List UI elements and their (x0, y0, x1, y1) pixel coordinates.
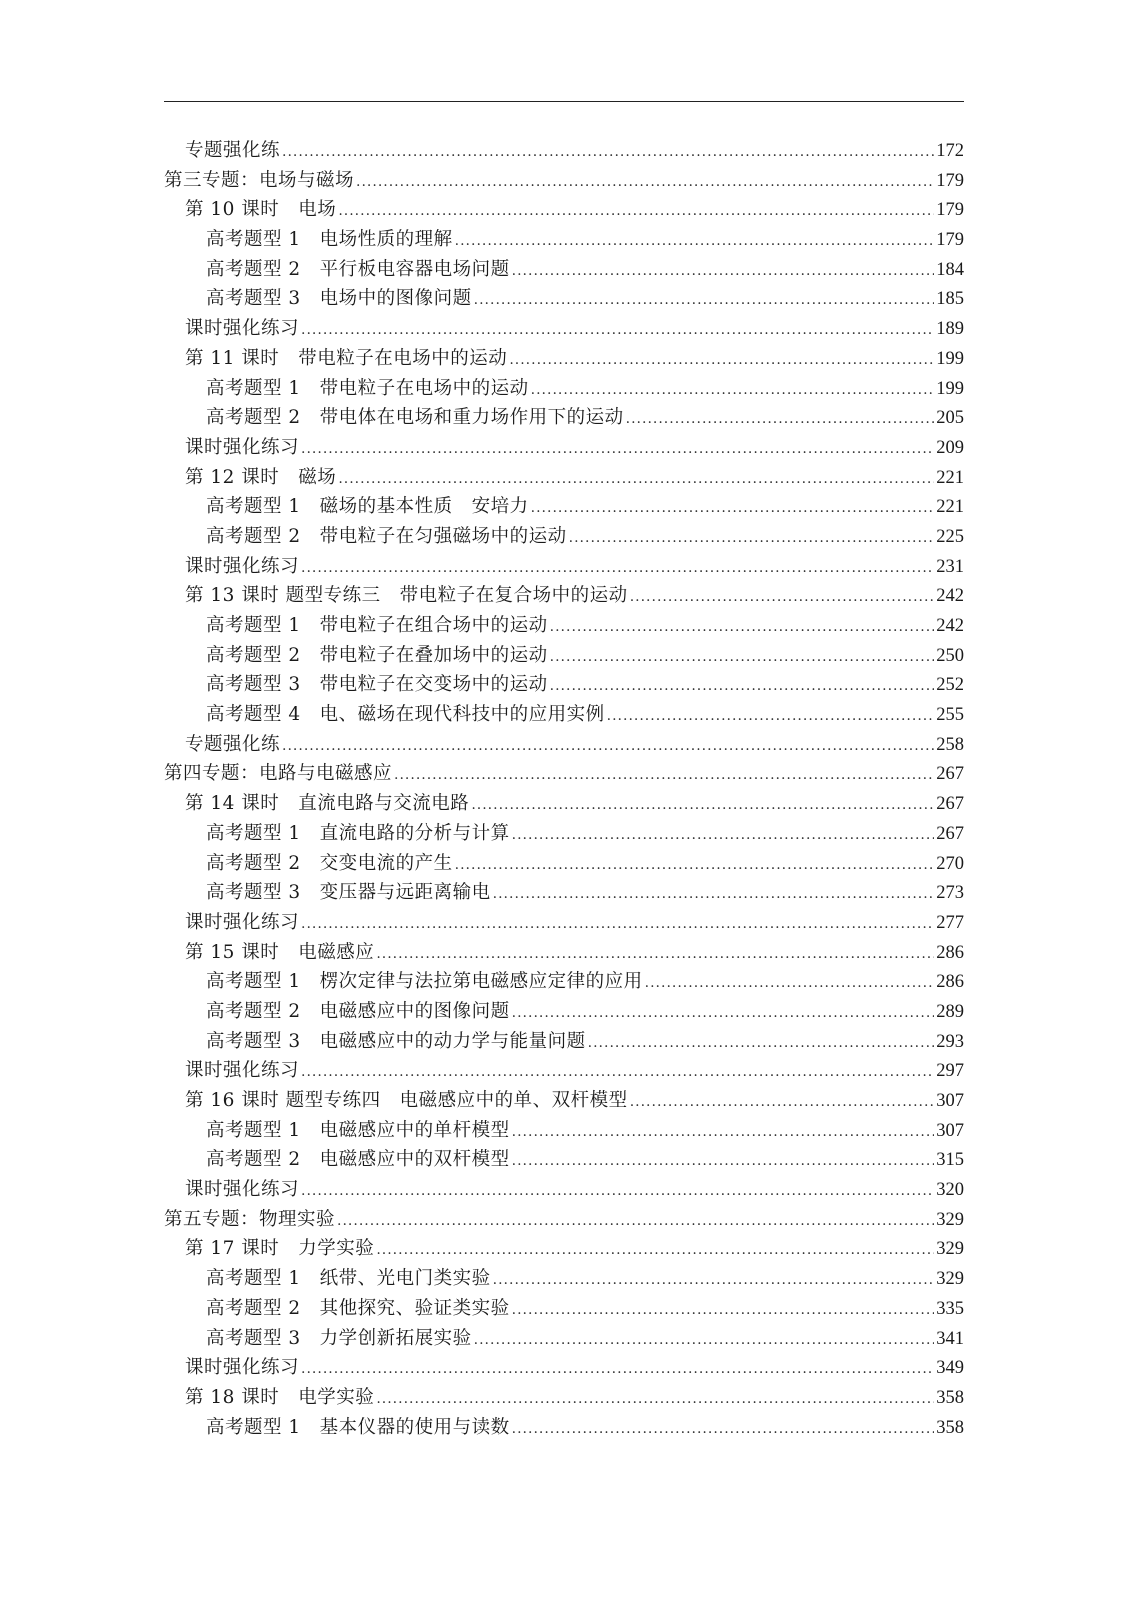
dot-leader (394, 761, 934, 791)
toc-entry-title: 课时强化练习 (185, 911, 300, 933)
dot-leader (282, 732, 934, 762)
toc-entry[interactable] (164, 581, 964, 611)
toc-entry[interactable] (164, 1116, 964, 1146)
toc-entry[interactable] (164, 463, 964, 493)
dot-leader (474, 286, 935, 316)
toc-entry-page-number: 329 (936, 1269, 964, 1290)
toc-entry[interactable] (164, 819, 964, 849)
dot-leader (301, 1355, 934, 1385)
toc-entry-page-number: 307 (936, 1120, 964, 1141)
dot-leader (550, 672, 935, 702)
toc-entry-page-number: 179 (936, 170, 964, 191)
toc-entry-page-number: 267 (936, 794, 964, 815)
toc-entry-page-number: 358 (936, 1417, 964, 1438)
toc-entry-page-number: 358 (936, 1387, 964, 1408)
toc-entry-page-number: 267 (936, 764, 964, 785)
toc-entry[interactable] (164, 1353, 964, 1383)
toc-entry[interactable] (164, 1234, 964, 1264)
dot-leader (301, 316, 934, 346)
toc-entry[interactable] (164, 522, 964, 552)
toc-entry[interactable] (164, 136, 964, 166)
toc-entry-page-number: 329 (936, 1209, 964, 1230)
toc-entry[interactable] (164, 849, 964, 879)
dot-leader (550, 643, 935, 673)
toc-entry-page-number: 315 (936, 1150, 964, 1171)
toc-entry-page-number: 242 (936, 616, 964, 636)
toc-entry-page-number: 231 (936, 556, 964, 577)
toc-entry[interactable] (164, 195, 964, 225)
toc-entry[interactable] (164, 967, 964, 997)
dot-leader (630, 583, 935, 613)
toc-entry-title: 第 14 课时 直流电路与交流电路 (185, 793, 470, 815)
toc-entry[interactable] (164, 433, 964, 463)
toc-entry-title: 高考题型 3 电磁感应中的动力学与能量问题 (206, 1030, 586, 1052)
toc-entry-page-number: 189 (936, 319, 964, 340)
toc-entry[interactable] (164, 1056, 964, 1086)
toc-entry-page-number: 221 (936, 497, 964, 518)
dot-leader (376, 940, 934, 970)
toc-entry-title: 第 10 课时 电场 (185, 199, 337, 221)
toc-entry[interactable] (164, 1324, 964, 1354)
toc-entry-title: 高考题型 3 电场中的图像问题 (206, 288, 472, 310)
toc-entry-title: 第 17 课时 力学实验 (185, 1238, 375, 1260)
toc-entry-page-number: 286 (936, 942, 964, 963)
toc-entry-title: 高考题型 2 交变电流的产生 (206, 852, 453, 874)
toc-entry-title: 第 15 课时 电磁感应 (185, 941, 375, 963)
toc-entry-title: 高考题型 4 电、磁场在现代科技中的应用实例 (206, 704, 605, 726)
toc-entry-title: 高考题型 1 带电粒子在组合场中的运动 (206, 615, 548, 636)
dot-leader (338, 465, 934, 495)
toc-entry-page-number: 258 (936, 734, 964, 755)
toc-entry[interactable] (164, 789, 964, 819)
toc-entry[interactable] (164, 1175, 964, 1205)
toc-entry[interactable] (164, 255, 964, 285)
toc-entry[interactable] (164, 611, 964, 641)
dot-leader (455, 227, 935, 257)
toc-entry-page-number: 199 (936, 348, 964, 369)
dot-leader (301, 910, 934, 940)
toc-entry-title: 高考题型 3 带电粒子在交变场中的运动 (206, 674, 548, 696)
toc-entry[interactable] (164, 1027, 964, 1057)
toc-entry-page-number: 349 (936, 1358, 964, 1379)
dot-leader (569, 524, 935, 554)
toc-entry-page-number: 270 (936, 853, 964, 874)
dot-leader (588, 1029, 935, 1059)
toc-entry[interactable] (164, 492, 964, 522)
toc-entry[interactable] (164, 670, 964, 700)
toc-entry[interactable] (164, 314, 964, 344)
toc-entry-title: 高考题型 1 纸带、光电门类实验 (206, 1268, 491, 1290)
toc-entry-page-number: 252 (936, 675, 964, 696)
toc-entry-page-number: 293 (936, 1031, 964, 1052)
toc-entry-title: 第 11 课时 带电粒子在电场中的运动 (185, 347, 508, 369)
dot-leader (337, 1207, 934, 1237)
toc-entry-title: 高考题型 1 楞次定律与法拉第电磁感应定律的应用 (206, 971, 643, 993)
toc-entry[interactable] (164, 552, 964, 582)
toc-entry-page-number: 172 (936, 141, 964, 161)
toc-entry[interactable] (164, 759, 964, 789)
toc-entry-page-number: 277 (936, 912, 964, 933)
toc-entry[interactable] (164, 166, 964, 196)
dot-leader (512, 1415, 935, 1445)
toc-entry-title: 高考题型 1 基本仪器的使用与读数 (206, 1416, 510, 1438)
toc-entry-title: 高考题型 1 电磁感应中的单杆模型 (206, 1119, 510, 1141)
dot-leader (531, 494, 935, 524)
toc-entry-title: 高考题型 3 变压器与远距离输电 (206, 882, 491, 904)
dot-leader (630, 1088, 935, 1118)
toc-entry-title: 第 16 课时 题型专练四 电磁感应中的单、双杆模型 (185, 1090, 628, 1111)
dot-leader (493, 1266, 935, 1296)
toc-entry-page-number: 184 (936, 259, 964, 280)
toc-entry-page-number: 225 (936, 526, 964, 547)
toc-entry-title: 高考题型 2 带电体在电场和重力场作用下的运动 (206, 407, 624, 429)
toc-entry-title: 第 12 课时 磁场 (185, 466, 337, 488)
toc-entry-title: 第五专题：物理实验 (164, 1208, 336, 1230)
dot-leader (626, 405, 935, 435)
toc-entry-page-number: 221 (936, 467, 964, 488)
toc-entry[interactable] (164, 1145, 964, 1175)
toc-entry-title: 第四专题：电路与电磁感应 (164, 763, 393, 785)
dot-leader (645, 969, 935, 999)
toc-entry[interactable] (164, 700, 964, 730)
dot-leader (512, 821, 935, 851)
toc-entry[interactable] (164, 374, 964, 404)
toc-entry[interactable] (164, 225, 964, 255)
toc-entry-page-number: 185 (936, 289, 964, 310)
dot-leader (550, 613, 935, 643)
toc-entry[interactable] (164, 878, 964, 908)
header-rule (164, 101, 964, 102)
toc-entry-title: 课时强化练习 (185, 318, 300, 340)
dot-leader (512, 1147, 935, 1177)
toc-entry[interactable] (164, 997, 964, 1027)
toc-entry-title: 第 13 课时 题型专练三 带电粒子在复合场中的运动 (185, 585, 628, 607)
toc-entry[interactable] (164, 938, 964, 968)
toc-entry-title: 高考题型 2 带电粒子在叠加场中的运动 (206, 644, 548, 666)
toc-entry-page-number: 209 (936, 437, 964, 458)
toc-entry-title: 高考题型 2 其他探究、验证类实验 (206, 1297, 510, 1319)
dot-leader (471, 791, 934, 821)
dot-leader (301, 1177, 934, 1207)
toc-entry-title: 课时强化练习 (185, 436, 300, 458)
toc-entry-page-number: 179 (936, 200, 964, 221)
toc-entry-page-number: 255 (936, 705, 964, 726)
toc-entry-page-number: 286 (936, 972, 964, 993)
toc-entry-page-number: 273 (936, 883, 964, 904)
dot-leader (356, 168, 934, 198)
toc-entry-title: 第三专题：电场与磁场 (164, 169, 355, 191)
dot-leader (512, 1296, 935, 1326)
dot-leader (512, 1118, 935, 1148)
toc-entry-page-number: 199 (936, 378, 964, 399)
toc-entry[interactable] (164, 1294, 964, 1324)
dot-leader (282, 138, 934, 168)
toc-entry-page-number: 267 (936, 823, 964, 844)
toc-entry-title: 高考题型 2 电磁感应中的双杆模型 (206, 1149, 510, 1171)
dot-leader (509, 346, 934, 376)
toc-entry[interactable] (164, 403, 964, 433)
dot-leader (455, 851, 935, 881)
dot-leader (301, 554, 934, 584)
toc-entry-title: 课时强化练习 (185, 1357, 300, 1379)
toc-entry-title: 课时强化练习 (185, 1060, 300, 1082)
dot-leader (474, 1326, 935, 1356)
toc-entry[interactable] (164, 1264, 964, 1294)
toc-entry[interactable] (164, 641, 964, 671)
toc-entry-page-number: 320 (936, 1180, 964, 1201)
toc-entry-title: 高考题型 1 直流电路的分析与计算 (206, 822, 510, 844)
toc-entry-title: 高考题型 1 磁场的基本性质 安培力 (206, 496, 529, 518)
toc-entry[interactable] (164, 1383, 964, 1413)
table-of-contents (164, 136, 964, 1442)
toc-entry[interactable] (164, 284, 964, 314)
toc-entry[interactable] (164, 1086, 964, 1116)
toc-entry-page-number: 307 (936, 1091, 964, 1111)
toc-entry-title: 高考题型 2 电磁感应中的图像问题 (206, 1000, 510, 1022)
toc-entry-title: 第 18 课时 电学实验 (185, 1386, 375, 1408)
toc-entry-title: 课时强化练习 (185, 1179, 300, 1201)
toc-entry[interactable] (164, 1413, 964, 1443)
toc-entry-page-number: 297 (936, 1061, 964, 1082)
toc-entry[interactable] (164, 730, 964, 760)
toc-entry-page-number: 179 (936, 230, 964, 251)
dot-leader (512, 257, 935, 287)
toc-entry-title: 课时强化练习 (185, 555, 300, 577)
toc-entry[interactable] (164, 908, 964, 938)
dot-leader (301, 435, 934, 465)
dot-leader (607, 702, 935, 732)
toc-entry-title: 高考题型 1 带电粒子在电场中的运动 (206, 377, 529, 399)
toc-entry-page-number: 289 (936, 1001, 964, 1022)
dot-leader (512, 999, 935, 1029)
toc-entry-title: 高考题型 3 力学创新拓展实验 (206, 1327, 472, 1349)
toc-entry-page-number: 242 (936, 586, 964, 607)
toc-entry-page-number: 341 (936, 1328, 964, 1349)
dot-leader (338, 197, 934, 227)
toc-entry-title: 高考题型 2 带电粒子在匀强磁场中的运动 (206, 525, 567, 547)
toc-entry-page-number: 205 (936, 408, 964, 429)
toc-entry-title: 专题强化练 (185, 140, 281, 161)
dot-leader (376, 1236, 934, 1266)
dot-leader (301, 1058, 934, 1088)
toc-entry-page-number: 329 (936, 1239, 964, 1260)
dot-leader (493, 880, 935, 910)
toc-entry-title: 高考题型 1 电场性质的理解 (206, 229, 453, 251)
toc-entry[interactable] (164, 344, 964, 374)
toc-entry-title: 专题强化练 (185, 733, 281, 755)
toc-entry-page-number: 250 (936, 645, 964, 666)
toc-entry-title: 高考题型 2 平行板电容器电场问题 (206, 258, 510, 280)
toc-entry[interactable] (164, 1205, 964, 1235)
dot-leader (531, 376, 935, 406)
dot-leader (376, 1385, 934, 1415)
toc-entry-page-number: 335 (936, 1298, 964, 1319)
